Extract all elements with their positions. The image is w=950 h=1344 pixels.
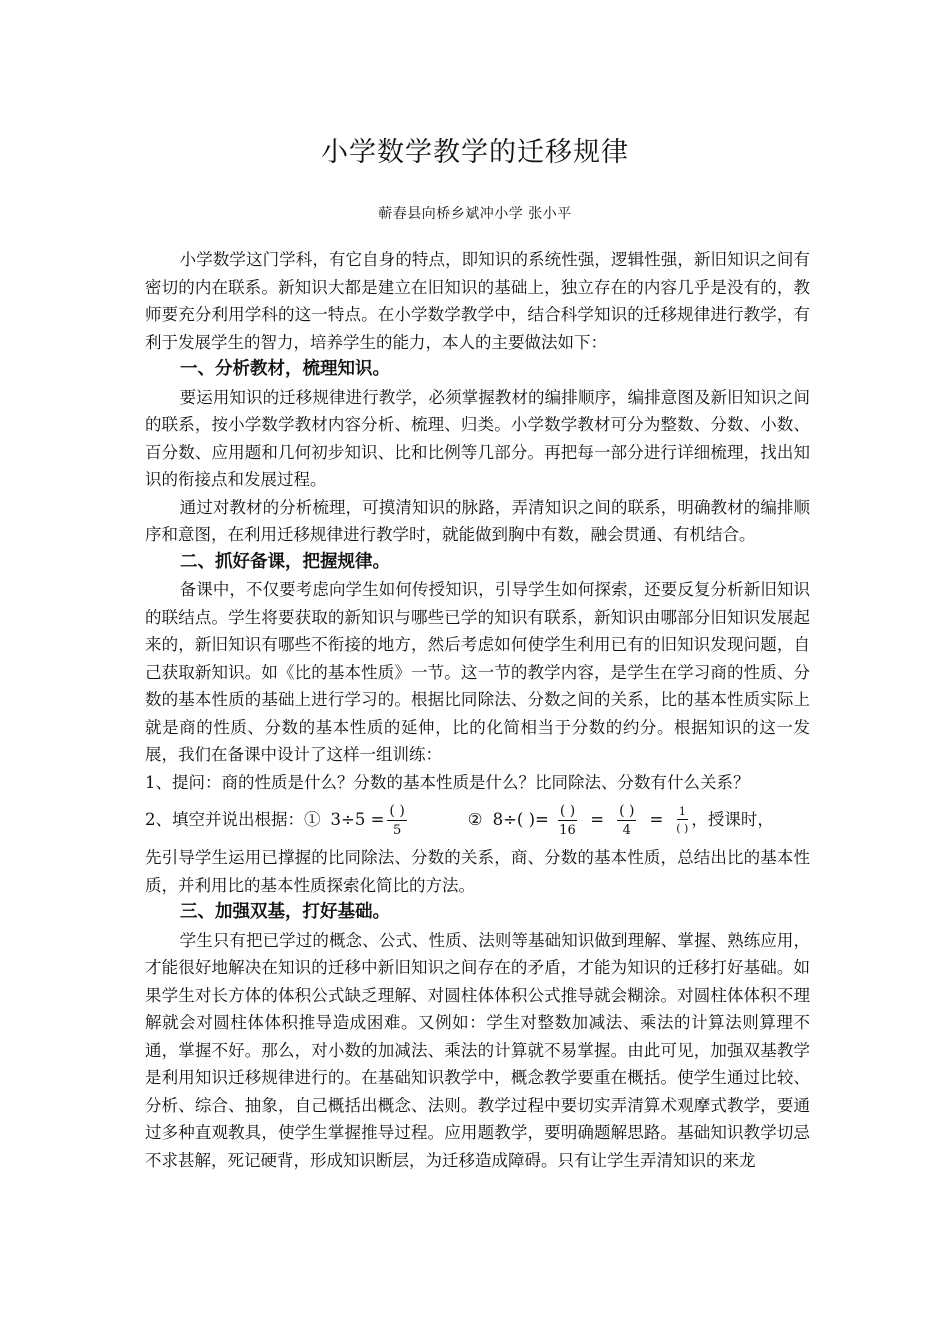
equals-sign: = [649, 810, 664, 830]
fraction-denominator: 4 [622, 822, 631, 838]
item2-suffix: ，授课时， [691, 810, 774, 830]
document-body [145, 246, 810, 1174]
section1-paragraph-1: 要运用知识的迁移规律进行教学，必须掌握教材的编排顺序，编排意图及新旧知识之间的联系，按小学数学教材内容分析、梳理、归类。小学数学教材可分为整数、分数、小数、百分数、应用题和几何初步知识、比和比例等几部分。再把每一部分进行详细梳理，找出知识的衔接点和发展过程。 [145, 387, 810, 489]
author-line: 蕲春县向桥乡斌冲小学 张小平 [378, 206, 572, 222]
item2-circle-2: ② [467, 810, 483, 830]
document-title: 小学数学教学的迁移规律 [321, 137, 629, 168]
section-heading-1: 一、分析教材，梳理知识。 [180, 359, 390, 379]
item2-prefix: 2、填空并说出根据：① [145, 810, 321, 830]
fraction-blank-over-4 [617, 804, 636, 837]
section1-paragraph-2: 通过对教材的分析梳理，可摸清知识的脉路，弄清知识之间的联系，明确教材的编排顺序和意图，在利用迁移规律进行教学时，就能做到胸中有数，融会贯通、有机结合。 [145, 497, 810, 544]
fraction-denominator: ( ) [676, 822, 689, 835]
fraction-numerator: ( ) [389, 802, 405, 819]
section-heading-3: 三、加强双基，打好基础。 [180, 902, 390, 922]
fraction-denominator: 16 [559, 822, 576, 838]
section-heading-2: 二、抓好备课，把握规律。 [180, 551, 390, 572]
fraction-denominator: 5 [392, 822, 402, 838]
item2-expression-1: 3÷5 = [330, 810, 385, 830]
intro-paragraph: 小学数学这门学科，有它自身的特点，即知识的系统性强，逻辑性强，新旧知识之间有密切的内在联系。新知识大都是建立在旧知识的基础上，独立存在的内容几乎是没有的，教师要充分利用学科的这一特点。在小学数学教学中，结合科学知识的迁移规律进行教学，有利于发展学生的智力，培养学生的能力，本人的主要做法如下： [145, 250, 810, 352]
section2-paragraph-1: 备课中，不仅要考虑向学生如何传授知识，引导学生如何探索，还要反复分析新旧知识的联结点。学生将要获取的新知识与哪些已学的知识有联系，新知识由哪部分旧知识发展起来的，新旧知识有哪些不衔接的地方，然后考虑如何使学生利用已有的旧知识发现问题，自己获取新知识。如《比的基本性质》一节。这一节的教学内容，是学生在学习商的性质、分数的基本性质的基础上进行学习的。根据比同除法、分数之间的关系，比的基本性质实际上就是商的性质、分数的基本性质的延伸，比的化简相当于分数的约分。根据知识的这一发展，我们在备课中设计了这样一组训练： [145, 580, 810, 764]
fraction-1-over-blank [676, 806, 688, 834]
section3-paragraph-1: 学生只有把已学过的概念、公式、性质、法则等基础知识做到理解、掌握、熟练应用，才能很好地解决在知识的迁移中新旧知识之间存在的矛盾，才能为知识的迁移打好基础。如果学生对长方体的体积公式缺乏理解、对圆柱体体积公式推导就会糊涂。对圆柱体体积不理解就会对圆柱体体积推导造成困难。又例如：学生对整数加减法、乘法的计算法则算理不通，掌握不好。那么，对小数的加减法、乘法的计算就不易掌握。由此可见，加强双基教学是利用知识迁移规律进行的。在基础知识教学中，概念教学要重在概括。使学生通过比较、分析、综合、抽象，自己概括出概念、法则。教学过程中要切实弄清算术观摩式教学，要通过多种直观教具，使学生掌握推导过程。应用题教学，要明确题解思路。基础知识教学切忌不求甚解，死记硬背，形成知识断层，为迁移造成障碍。只有让学生弄清知识的来龙 [145, 930, 810, 1170]
question-item-2 [145, 796, 810, 844]
item2-expression-2: 8÷( )= [492, 810, 549, 830]
fraction-numerator: ( ) [619, 802, 635, 819]
fraction-numerator: ( ) [559, 802, 576, 819]
fraction-blank-over-16 [558, 804, 577, 837]
fraction-numerator: 1 [678, 805, 686, 818]
fraction-blank-over-5 [387, 804, 406, 837]
equals-sign: = [590, 810, 605, 830]
question-item-1: 1、提问：商的性质是什么？分数的基本性质是什么？比同除法、分数有什么关系？ [145, 772, 750, 792]
section2-paragraph-2: 先引导学生运用已撑握的比同除法、分数的关系，商、分数的基本性质，总结出比的基本性质，并利用比的基本性质探索化简比的方法。 [145, 848, 810, 895]
